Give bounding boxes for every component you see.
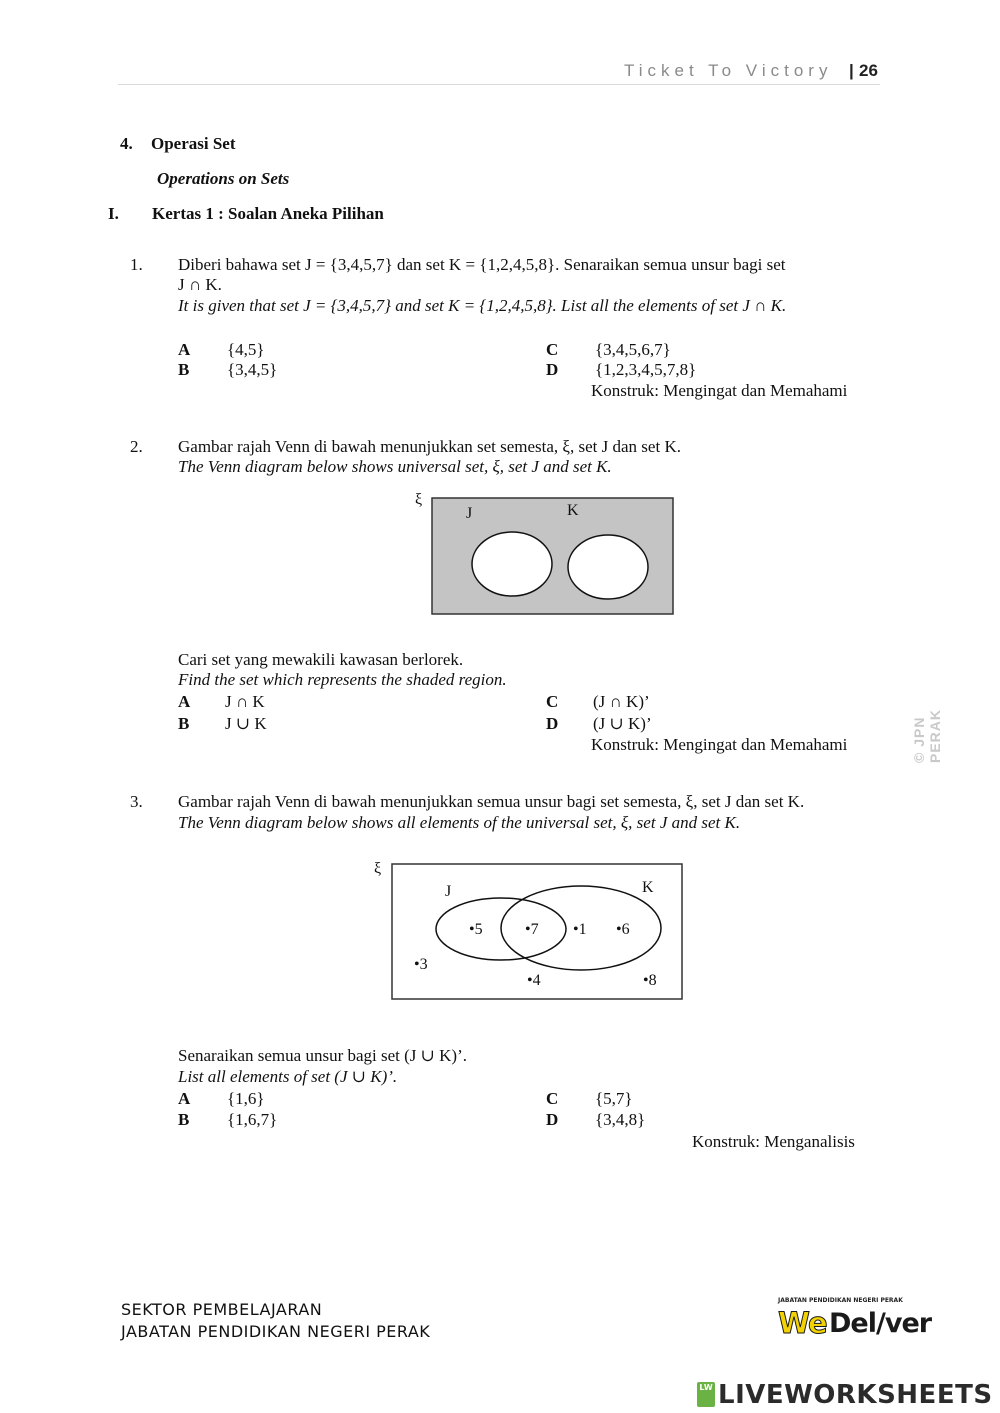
option-letter: A (178, 692, 191, 711)
element-8: •8 (643, 972, 657, 989)
question-prompt-malay: Senaraikan semua unsur bagi set (J ∪ K)’. (178, 1046, 467, 1065)
question-prompt-malay: Cari set yang mewakili kawasan berlorek. (178, 650, 464, 669)
option-letter: C (546, 1089, 559, 1108)
question-text-english: It is given that set J = {3,4,5,7} and set K = {1,2,4,5,8}. List all the elements of set J ∩ K. (178, 296, 787, 315)
option-c-text[interactable]: {3,4,5,6,7} (595, 340, 671, 359)
universal-symbol: ξ (415, 491, 423, 508)
option-d-text[interactable]: {1,2,3,4,5,7,8} (595, 360, 697, 379)
question-number: 1. (130, 255, 143, 274)
footer-line-1: SEKTOR PEMBELAJARAN (121, 1300, 323, 1319)
question-number: 3. (130, 792, 143, 811)
construct-label: Konstruk: Mengingat dan Memahami (591, 735, 848, 754)
element-4: •4 (527, 972, 541, 989)
question-number: 2. (130, 437, 143, 456)
question-prompt-english: Find the set which represents the shaded region. (178, 670, 507, 689)
page-number: 26 (859, 61, 878, 80)
logo-small-text: JABATAN PENDIDIKAN NEGERI PERAK (778, 1297, 903, 1304)
question-text-english: The Venn diagram below shows universal set, ξ, set J and set K. (178, 457, 612, 476)
option-d-text[interactable]: (J ∪ K)’ (593, 714, 652, 733)
header-separator: | (849, 61, 854, 80)
question-text-english: The Venn diagram below shows all elements of the universal set, ξ, set J and set K. (178, 813, 741, 832)
question-text-malay: Diberi bahawa set J = {3,4,5,7} dan set K = {1,2,4,5,8}. Senaraikan semua unsur bagi set (178, 255, 786, 274)
venn-diagram-shaded (410, 488, 680, 620)
header-rule (118, 84, 880, 85)
element-3: •3 (414, 956, 428, 973)
section-title-malay: Operasi Set (151, 134, 236, 153)
option-letter: C (546, 692, 559, 711)
option-a-text[interactable]: J ∩ K (225, 692, 265, 711)
set-j-label: J (466, 505, 473, 522)
option-letter: A (178, 340, 191, 359)
section-title-english: Operations on Sets (157, 169, 290, 188)
liveworksheets-logo (697, 1380, 992, 1410)
option-c-text[interactable]: {5,7} (595, 1089, 633, 1108)
element-1: •1 (573, 921, 587, 938)
option-letter: D (546, 714, 559, 733)
question-text-malay: Gambar rajah Venn di bawah menunjukkan semua unsur bagi set semesta, ξ, set J dan set K. (178, 792, 805, 811)
option-a-text[interactable]: {4,5} (227, 340, 265, 359)
set-j-circle (472, 532, 552, 596)
universal-symbol: ξ (374, 860, 382, 877)
option-letter: D (546, 1110, 559, 1129)
option-letter: B (178, 714, 190, 733)
option-letter: B (178, 360, 190, 379)
element-6: •6 (616, 921, 630, 938)
option-c-text[interactable]: (J ∩ K)’ (593, 692, 650, 711)
element-5: •5 (469, 921, 483, 938)
section-number: 4. (120, 134, 133, 153)
construct-label: Konstruk: Menganalisis (692, 1132, 855, 1151)
logo-deliver: Del/ver (829, 1308, 932, 1339)
set-k-circle (568, 535, 648, 599)
option-b-text[interactable]: {1,6,7} (227, 1110, 278, 1129)
question-prompt-english: List all elements of set (J ∪ K)’. (178, 1067, 398, 1086)
option-b-text[interactable]: {3,4,5} (227, 360, 278, 379)
element-7: •7 (525, 921, 539, 938)
set-k-label: K (567, 502, 579, 519)
liveworksheets-text: LIVEWORKSHEETS (718, 1380, 993, 1410)
footer-line-2: JABATAN PENDIDIKAN NEGERI PERAK (121, 1322, 431, 1341)
option-letter: B (178, 1110, 190, 1129)
watermark: © JPN PERAK (911, 708, 943, 763)
option-d-text[interactable]: {3,4,8} (595, 1110, 646, 1129)
header-title: Ticket To Victory (624, 61, 833, 80)
set-j-label: J (445, 883, 452, 900)
part-title: Kertas 1 : Soalan Aneka Pilihan (152, 204, 384, 223)
option-letter: C (546, 340, 559, 359)
question-text-malay: Gambar rajah Venn di bawah menunjukkan set semesta, ξ, set J dan set K. (178, 437, 681, 456)
option-a-text[interactable]: {1,6} (227, 1089, 265, 1108)
we-deliver-logo (778, 1297, 953, 1345)
option-letter: D (546, 360, 559, 379)
construct-label: Konstruk: Mengingat dan Memahami (591, 381, 848, 400)
part-number: I. (108, 204, 119, 223)
logo-we: We (778, 1306, 827, 1340)
option-b-text[interactable]: J ∪ K (225, 714, 267, 733)
question-text-malay-cont: J ∩ K. (178, 275, 222, 294)
liveworksheets-icon: LW (697, 1382, 715, 1407)
set-k-label: K (642, 879, 654, 896)
venn-diagram-elements (370, 852, 690, 1007)
option-letter: A (178, 1089, 191, 1108)
